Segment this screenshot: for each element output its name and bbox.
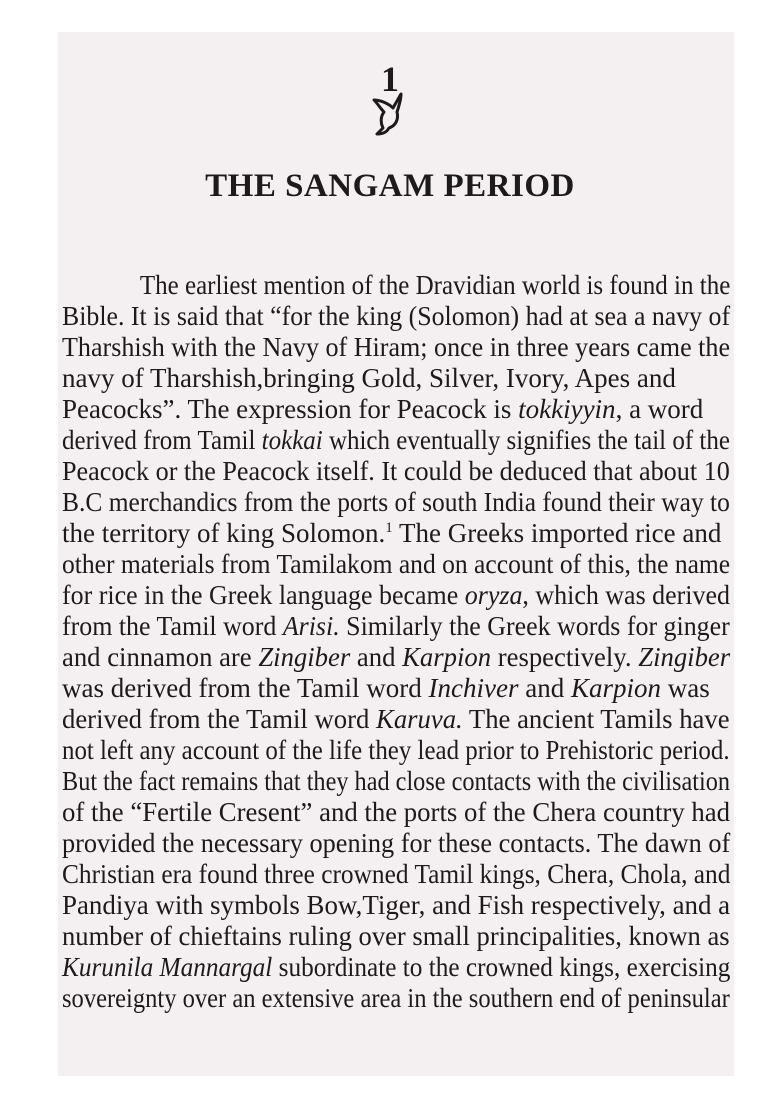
text-segment: from the Tamil word	[62, 611, 283, 641]
text-segment: navy of Tharshish,bringing Gold, Silver, Ivory, Apes and	[62, 363, 676, 393]
text-line	[62, 735, 730, 766]
text-line	[62, 952, 731, 983]
dove-icon	[371, 92, 409, 136]
text-segment: Pandiya with symbols Bow,Tiger, and Fish respectively, and a	[62, 890, 731, 920]
text-line	[62, 549, 731, 580]
text-segment: Bible. It is said that “for the king (Solomon) had at sea a navy of	[62, 301, 731, 331]
text-segment: which eventually signifies the tail of the	[322, 425, 730, 455]
text-segment: and cinnamon are	[62, 642, 259, 672]
text-segment: But the fact remains that they had close contacts with the civilisation	[62, 766, 731, 796]
italic-term: Zingiber	[638, 642, 731, 672]
text-line	[62, 363, 730, 394]
chapter-title: THE SANGAM PERIOD	[205, 168, 575, 204]
italic-term: Karpion	[402, 642, 492, 672]
text-segment: provided the necessary opening for these contacts. The dawn of	[62, 828, 731, 858]
italic-term: Karuva.	[376, 704, 463, 734]
text-line	[62, 921, 730, 952]
text-line	[62, 518, 730, 549]
text-line	[62, 487, 730, 518]
text-line	[62, 332, 731, 363]
text-segment: derived from the Tamil word	[62, 704, 377, 734]
text-segment: and	[518, 673, 571, 703]
text-line	[62, 890, 731, 921]
italic-term: Inchiver	[428, 673, 519, 703]
body-text	[62, 270, 730, 1014]
text-line	[62, 394, 730, 425]
text-segment: other materials from Tamilakom and on account of this, the name	[62, 549, 731, 579]
text-segment: Peacocks”. The expression for Peacock is	[62, 394, 519, 424]
text-line	[62, 642, 731, 673]
text-segment: Similarly the Greek words for ginger	[339, 611, 730, 641]
italic-term: Karpion	[570, 673, 661, 703]
text-segment: the territory of king Solomon.	[62, 518, 386, 548]
italic-term: tokkiyyin	[518, 394, 616, 424]
text-segment: The Greeks imported rice and	[392, 518, 722, 548]
text-segment: was	[661, 673, 710, 703]
text-segment: respectively.	[491, 642, 639, 672]
footnote-ref: 1	[385, 520, 393, 536]
italic-term: oryza	[464, 580, 523, 610]
text-segment: sovereignty over an extensive area in the southern end of peninsular	[62, 983, 730, 1013]
text-segment: not left any account of the life they lead prior to Prehistoric period.	[62, 735, 730, 765]
text-line	[62, 983, 730, 1014]
text-line	[62, 828, 731, 859]
text-segment: number of chieftains ruling over small principalities, known as	[62, 921, 730, 951]
text-line	[62, 704, 730, 735]
text-line	[62, 673, 730, 704]
text-segment: , which was derived	[522, 580, 730, 610]
text-line	[62, 301, 731, 332]
text-line	[62, 580, 730, 611]
text-line	[62, 425, 730, 456]
text-segment: derived from Tamil	[62, 425, 262, 455]
text-line	[62, 270, 731, 301]
text-segment: The earliest mention of the Dravidian world is found in the	[139, 270, 731, 300]
text-segment: B.C merchandics from the ports of south India found their way to	[62, 487, 730, 517]
text-segment: Christian era found three crowned Tamil kings, Chera, Chola, and	[62, 859, 731, 889]
text-segment: for rice in the Greek language became	[62, 580, 465, 610]
text-line	[62, 859, 731, 890]
text-segment: Tharshish with the Navy of Hiram; once in three years came the	[62, 332, 731, 362]
text-segment: , a word	[615, 394, 704, 424]
italic-term: tokkai	[261, 425, 323, 455]
text-line	[62, 456, 730, 487]
italic-term: Arisi.	[282, 611, 340, 641]
text-segment: The ancient Tamils have	[462, 704, 730, 734]
text-segment: of the “Fertile Cresent” and the ports of the Chera country had	[62, 797, 731, 827]
text-segment: subordinate to the crowned kings, exercising	[272, 952, 731, 982]
italic-term: Kurunila Mannargal	[62, 952, 273, 982]
chapter-number: 1	[381, 59, 399, 99]
text-line	[62, 797, 731, 828]
text-line	[62, 611, 730, 642]
text-line	[62, 766, 731, 797]
text-segment: and	[350, 642, 403, 672]
text-segment: Peacock or the Peacock itself. It could be deduced that about 10	[62, 456, 730, 486]
italic-term: Zingiber	[258, 642, 351, 672]
text-segment: was derived from the Tamil word	[62, 673, 429, 703]
